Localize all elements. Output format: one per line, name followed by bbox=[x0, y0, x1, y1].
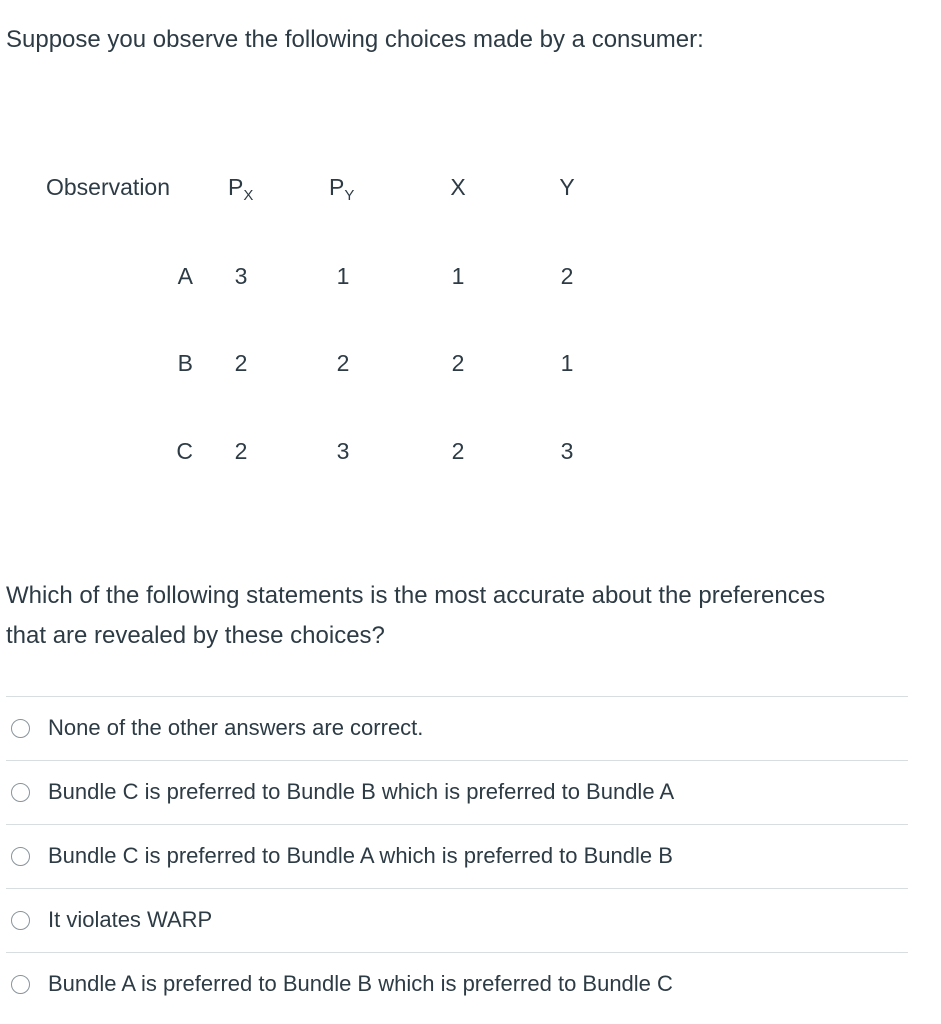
row-a-px: 3 bbox=[234, 263, 248, 289]
header-x: X bbox=[450, 174, 466, 200]
answer-label[interactable]: None of the other answers are correct. bbox=[48, 715, 424, 740]
row-c-py: 3 bbox=[336, 438, 350, 464]
header-observation: Observation bbox=[46, 174, 171, 200]
answer-option[interactable] bbox=[6, 952, 908, 1016]
answer-option[interactable] bbox=[6, 888, 908, 952]
radio-button[interactable] bbox=[11, 975, 30, 994]
question-text: Which of the following statements is the most accurate about the preferences that are revealed by these choices? bbox=[6, 582, 826, 649]
answer-label[interactable]: It violates WARP bbox=[48, 907, 213, 932]
radio-button[interactable] bbox=[11, 719, 30, 738]
header-py bbox=[329, 172, 354, 202]
answer-list bbox=[6, 696, 908, 1016]
answer-option[interactable] bbox=[6, 760, 908, 824]
header-px-sub: X bbox=[243, 187, 254, 204]
row-a-observation: A bbox=[177, 263, 193, 289]
radio-button[interactable] bbox=[11, 847, 30, 866]
radio-button[interactable] bbox=[11, 911, 30, 930]
row-b-px: 2 bbox=[234, 350, 248, 376]
row-a-py: 1 bbox=[336, 263, 350, 289]
header-px-base: P bbox=[228, 174, 244, 200]
answer-option[interactable] bbox=[6, 824, 908, 888]
row-a-x: 1 bbox=[451, 263, 465, 289]
row-b-x: 2 bbox=[451, 350, 465, 376]
row-b-y: 1 bbox=[560, 350, 574, 376]
radio-button[interactable] bbox=[11, 783, 30, 802]
row-c-px: 2 bbox=[234, 438, 248, 464]
row-c-x: 2 bbox=[451, 438, 465, 464]
row-c-y: 3 bbox=[560, 438, 574, 464]
row-a-y: 2 bbox=[560, 263, 574, 289]
answer-label[interactable]: Bundle C is preferred to Bundle A which is preferred to Bundle B bbox=[48, 843, 673, 868]
header-y: Y bbox=[559, 174, 575, 200]
row-b-observation: B bbox=[177, 350, 193, 376]
header-py-sub: Y bbox=[344, 187, 355, 204]
answer-label[interactable]: Bundle A is preferred to Bundle B which is preferred to Bundle C bbox=[48, 971, 673, 996]
header-py-base: P bbox=[329, 174, 345, 200]
answer-option[interactable] bbox=[6, 696, 908, 760]
answer-label[interactable]: Bundle C is preferred to Bundle B which is preferred to Bundle A bbox=[48, 779, 675, 804]
row-c-observation: C bbox=[176, 438, 193, 464]
header-px bbox=[228, 172, 253, 202]
intro-text: Suppose you observe the following choices made by a consumer: bbox=[6, 26, 704, 53]
row-b-py: 2 bbox=[336, 350, 350, 376]
